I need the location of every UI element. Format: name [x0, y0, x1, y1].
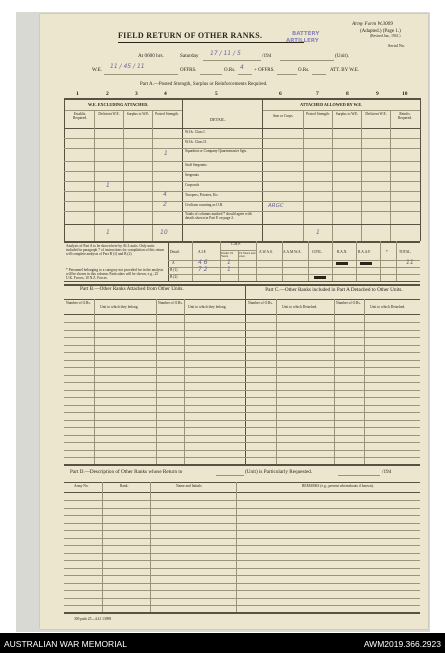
date-handwriting: 17 / 11 / 5: [210, 50, 241, 57]
part-a-vline: [64, 98, 65, 241]
right-group-header: ATTACHED ALLOWED BY W.E.: [300, 102, 363, 107]
row-rule: [64, 161, 420, 162]
analysis-total: TOTAL.: [399, 250, 412, 254]
hw-cmf-a: 1: [227, 259, 231, 266]
ruled-line: [64, 538, 420, 539]
analysis-vline: [380, 241, 381, 281]
at-hours-label: At 0600 hrs.: [138, 53, 164, 59]
revised-label: (Revised Jan., 1941.): [370, 34, 401, 38]
credit-institution: AUSTRALIAN WAR MEMORIAL: [4, 639, 127, 649]
hdr-arm-corps: Arm or Corps.: [272, 114, 294, 118]
part-a-vline: [332, 110, 333, 241]
analysis-vline: [256, 241, 257, 281]
col-num-5: 5: [215, 91, 218, 97]
analysis-vline: [220, 241, 221, 281]
unit-label: (Unit).: [335, 53, 349, 59]
ruled-line: [64, 420, 420, 421]
analysis-row-b1: B (1): [170, 268, 178, 272]
col-num-3: 3: [135, 91, 138, 97]
part-bc-header-bottom: [64, 314, 420, 315]
hw-col4-sgts: 4: [163, 191, 167, 198]
hdr-r-reinfts: Reinfts. Required.: [397, 112, 413, 120]
analysis-ran: R.A.N.: [337, 250, 348, 254]
col-num-1: 1: [76, 91, 79, 97]
part-d-hdr-rank: Rank.: [120, 484, 129, 488]
part-a-header-rule: [64, 128, 420, 129]
day-label: Saturday: [180, 53, 199, 59]
adapted-label: (Adapted.) (Page 1.): [360, 29, 401, 34]
part-bc-header-top: [64, 299, 420, 300]
part-c-hdr-unit2: Unit to which Detached.: [370, 305, 406, 309]
analysis-row-rule: [168, 274, 420, 275]
ruled-line: [64, 352, 420, 353]
part-a-vline: [152, 110, 153, 241]
detail-sergeants: Sergeants: [185, 173, 199, 177]
analysis-note-2: * Personnel belonging to a category not provided for in the analysis will be shown in this column. Particulars will be shown, e.g., 25 U.K. Forces, 10 N.Z. Forces.: [66, 268, 164, 281]
blacked-out-civil: [314, 276, 326, 279]
part-c-hdr-num2: Number of O.Rs.: [336, 301, 361, 305]
analysis-cmf-under19: Under 19 Years: [221, 251, 233, 259]
part-b-hdr-unit2: Unit to which they belong.: [188, 305, 227, 309]
detail-corporals: Corporals: [185, 183, 200, 187]
analysis-vline: [332, 241, 333, 281]
col-num-7: 7: [316, 91, 319, 97]
ruled-line: [64, 583, 420, 584]
ruled-line: [64, 427, 420, 428]
analysis-star: *: [386, 250, 388, 254]
part-b-hdr-num: Number of O.Rs.: [66, 301, 91, 305]
form-title: FIELD RETURN OF OTHER RANKS.: [118, 31, 263, 40]
ruled-line: [64, 515, 420, 516]
analysis-cmf: C.M.F.: [231, 242, 241, 246]
ors-label: O.Rs.: [224, 68, 236, 73]
part-b-hdr-num2: Number of O.Rs.: [158, 301, 183, 305]
ruled-line: [64, 360, 420, 361]
analysis-bottom-rule: [64, 281, 420, 282]
ruled-line: [64, 412, 420, 413]
ruled-line: [64, 382, 420, 383]
part-d-hdr-army-no: Army No.: [74, 484, 89, 488]
hw-arm-corps: ARGC: [268, 203, 284, 209]
blacked-out-raaf: [360, 262, 372, 265]
analysis-aamwa: A.A.M.W.A.: [283, 250, 302, 254]
ruled-line: [64, 367, 420, 368]
part-a-bottom-rule: [64, 241, 420, 243]
ors-line: [238, 74, 252, 75]
hdr-r-surplus: Surplus to W.E.: [335, 112, 359, 116]
analysis-cmf-19over: 19 Years and over.: [239, 251, 256, 259]
analysis-row-b2: B (2): [170, 275, 178, 279]
ruled-line: [64, 553, 420, 554]
hdr-r-deficient: Deficient W.E.: [365, 112, 387, 116]
ruled-line: [64, 435, 420, 436]
unit-stamp-battery: BATTERY: [292, 31, 320, 37]
credit-bar: [0, 633, 445, 653]
ruled-line: [64, 560, 420, 561]
part-d-header-top: [64, 482, 420, 483]
part-c-hdr-unit: Unit to which Detached.: [282, 305, 318, 309]
plus-offrs-line: [277, 74, 297, 75]
part-d-bottom-rule: [64, 612, 420, 614]
year-label: /194: [262, 53, 272, 59]
blacked-out-ran: [336, 262, 348, 265]
col-num-10: 10: [402, 91, 408, 97]
analysis-vline: [308, 241, 309, 281]
hw-aif-a: 4 6: [198, 259, 208, 266]
part-d-title-mid: (Unit) is Particularly Requested.: [245, 469, 313, 475]
part-d-vline: [102, 482, 103, 612]
hdr-deficient: Deficient W.E.: [98, 112, 120, 116]
row-rule: [64, 201, 420, 202]
ruled-line: [64, 545, 420, 546]
hw-col4-cpls: 2: [163, 201, 167, 208]
part-a-vline: [420, 98, 421, 241]
part-c-hdr-num: Number of O.Rs.: [248, 301, 273, 305]
ruled-line: [64, 375, 420, 376]
ruled-line: [64, 530, 420, 531]
part-a-title: Part A.—Posted Strength, Surplus or Reinforcements Required.: [140, 82, 268, 87]
detail-troopers: Troopers, Privates, Etc.: [185, 193, 219, 197]
analysis-vline: [356, 241, 357, 281]
ors2-label: O.Rs.: [298, 68, 310, 73]
part-a-vline: [390, 110, 391, 241]
analysis-awas: A.W.A.S.: [259, 250, 273, 254]
hdr-establis: Establis. Required.: [72, 112, 88, 120]
col-num-2: 2: [106, 91, 109, 97]
left-group-header: W.E. EXCLUDING ATTACHED.: [88, 102, 149, 107]
we-label: W.E.: [92, 67, 103, 73]
analysis-vline: [396, 241, 397, 281]
ruled-line: [64, 598, 420, 599]
part-d-title: Part D.—Description of Other Ranks whose Return to: [70, 469, 183, 475]
offrs-label: OFFRS.: [180, 68, 197, 73]
att-by-we-label: ATT. BY W.E.: [330, 68, 360, 73]
hdr-r-posted: Posted Strength.: [306, 112, 330, 116]
part-a-vline: [303, 110, 304, 241]
print-run-note: 300 pads 25—4.41 13098: [74, 617, 112, 621]
hw-cmf-b: 1: [227, 266, 231, 273]
part-b-hdr-unit: Unit to which they belong.: [100, 305, 139, 309]
row-rule: [64, 138, 420, 139]
detail-totals-note: Totals of columns marked * should agree with details shown in Part E on page 2.: [185, 212, 252, 220]
ruled-line: [64, 322, 420, 323]
ruled-line: [64, 337, 420, 338]
analysis-detail-hdr: Detail.: [170, 250, 180, 254]
hw-col2-total: 1: [106, 229, 110, 236]
part-a-vline: [262, 98, 263, 241]
part-a-vline: [123, 110, 124, 241]
hw-aif-b: 7 2: [198, 266, 208, 273]
detail-staff-sgts: Staff Sergeants: [185, 163, 207, 167]
ruled-line: [64, 442, 420, 443]
part-d-hdr-remarks: REMARKS (e.g., present whereabouts if known).: [302, 484, 374, 488]
detail-wo2: W.Os. Class II.: [185, 140, 207, 144]
ruled-line: [64, 500, 420, 501]
part-d-vline: [150, 482, 151, 612]
title-underline: [118, 42, 304, 43]
col-num-8: 8: [346, 91, 349, 97]
detail-wo1: W.Os. Class I.: [185, 130, 206, 134]
part-d-header-bottom: [64, 492, 420, 493]
hw-col7-total: 1: [316, 229, 320, 236]
hw-total-a: 11: [406, 259, 414, 266]
form-sheet: [40, 14, 428, 629]
part-a-top-rule: [64, 98, 420, 100]
credit-accession-number: AWM2019.366.2923: [363, 639, 441, 649]
we-offrs-line: [104, 74, 178, 75]
col-num-4: 4: [164, 91, 167, 97]
ruled-line: [64, 345, 420, 346]
ruled-line: [64, 390, 420, 391]
analysis-vline: [192, 241, 193, 281]
part-d-year: /194: [382, 469, 392, 475]
ors2-line: [312, 74, 326, 75]
ruled-line: [64, 457, 420, 458]
analysis-raaf: R.A.A.F.: [358, 250, 371, 254]
analysis-aif: A.I.F.: [198, 250, 207, 254]
ruled-line: [64, 590, 420, 591]
col-num-9: 9: [376, 91, 379, 97]
analysis-civil: CIVIL.: [312, 250, 323, 254]
ruled-line: [64, 523, 420, 524]
serial-no-label: Serial No.: [388, 43, 405, 48]
right-group-rule: [262, 110, 420, 111]
part-bc-bottom-rule: [64, 464, 420, 466]
hw-col2-sgts: 1: [106, 182, 110, 189]
unit-stamp-artillery: ARTILLERY: [286, 38, 319, 44]
hdr-posted: Posted Strength.: [155, 112, 179, 116]
ors-handwriting: 4: [240, 64, 244, 71]
part-a-vline: [361, 110, 362, 241]
hw-col4-total: 10: [160, 229, 168, 236]
date-line: [203, 60, 261, 61]
unit-line: [280, 60, 334, 61]
offrs-line: [200, 74, 222, 75]
part-d-hdr-name: Name and Initials.: [176, 484, 203, 488]
hw-col4-wo: 1: [164, 150, 168, 157]
part-b-title: Part B.—Other Ranks Attached from Other Units.: [80, 286, 184, 292]
part-d-vline: [236, 482, 237, 612]
plus-offrs-label: + OFFRS.: [254, 68, 275, 73]
detail-qm-sgts: Squadron or Company Quartermaster Sgts.: [185, 149, 247, 153]
totals-rule: [64, 224, 420, 225]
ruled-line: [64, 397, 420, 398]
ruled-line: [64, 575, 420, 576]
part-c-title: Part C.—Other Ranks included in Part A Detached to Other Units.: [265, 287, 403, 293]
ruled-line: [64, 405, 420, 406]
ruled-line: [64, 450, 420, 451]
ruled-line: [64, 568, 420, 569]
ruled-line: [64, 330, 420, 331]
row-rule: [64, 171, 420, 172]
part-a-vline: [94, 110, 95, 241]
analysis-vline: [168, 241, 169, 281]
analysis-row-a: A: [172, 261, 175, 265]
hdr-detail: DETAIL.: [210, 117, 226, 122]
row-rule: [64, 191, 420, 192]
col-num-6: 6: [279, 91, 282, 97]
part-d-unit-line: [216, 475, 244, 476]
analysis-vline: [282, 241, 283, 281]
hdr-surplus: Surplus to W.E.: [126, 112, 150, 116]
ruled-line: [64, 605, 420, 606]
army-form-number: Army Form W.3009: [352, 21, 393, 27]
ruled-line: [64, 508, 420, 509]
we-offrs-handwriting: 11 / 45 / 11: [110, 63, 145, 70]
part-a-vline: [182, 98, 183, 241]
analysis-note: Analysis of Part A to be shown here by ALL units. Only units included in paragraph 7 of instructions for compilation of this return will complete analysis of Part B (1) and B (2): [66, 244, 165, 257]
part-d-date-line: [338, 475, 380, 476]
detail-civilians: Civilians counting as O.R.: [185, 203, 224, 207]
row-rule: [64, 181, 420, 182]
